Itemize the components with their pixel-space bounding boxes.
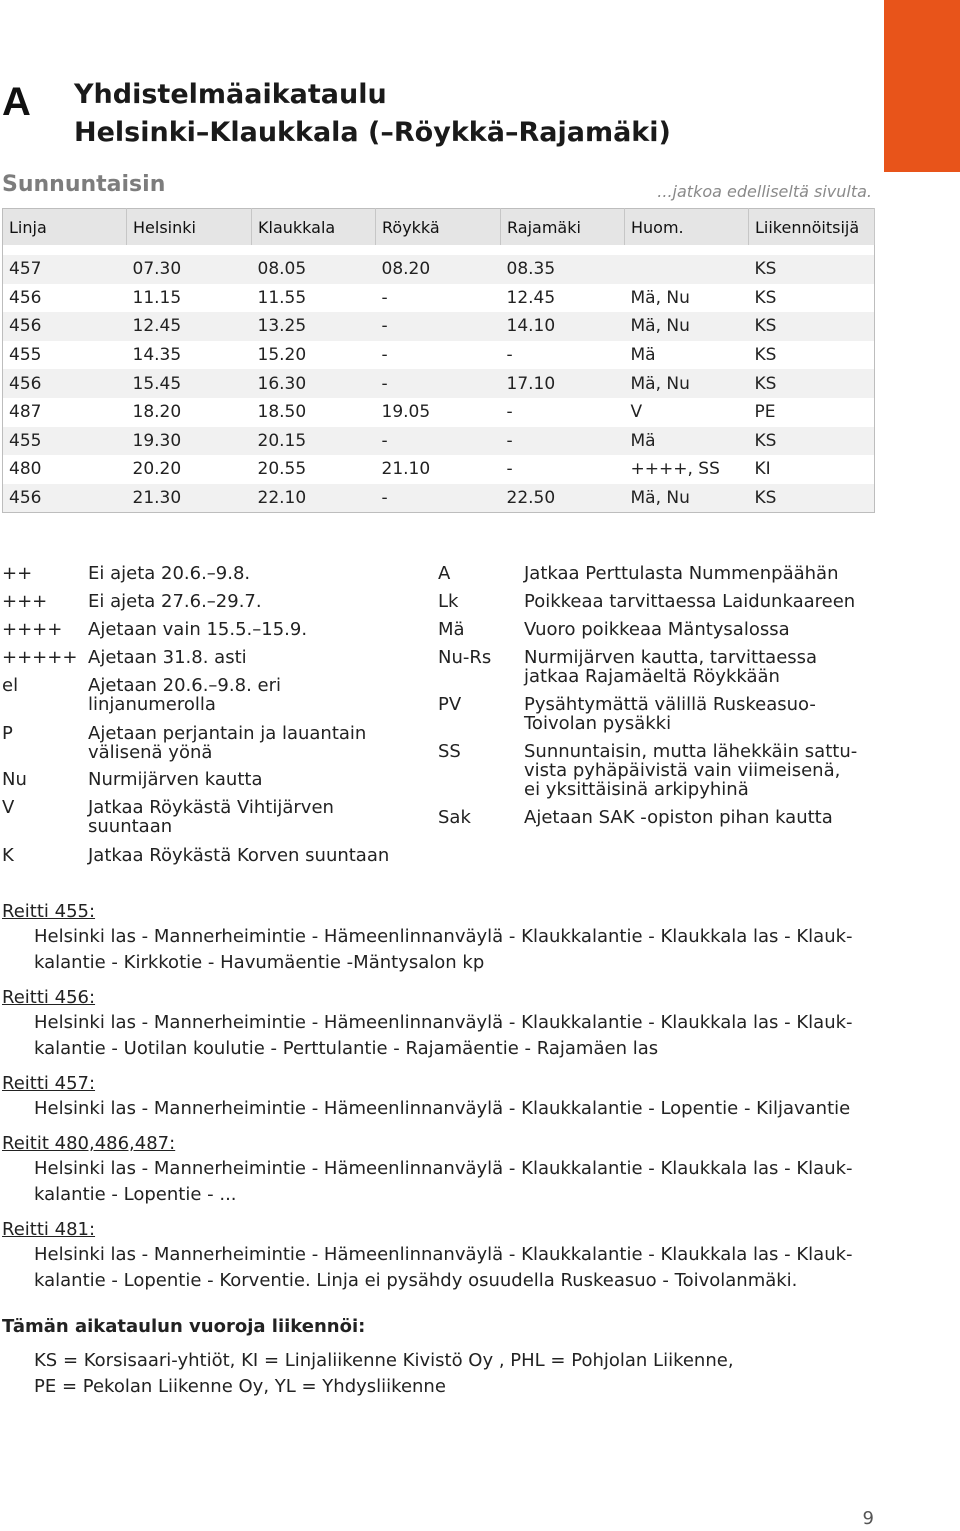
legend-text: Jatkaa Röykästä Korven suuntaan [88, 845, 390, 866]
operators-line: PE = Pekolan Liikenne Oy, YL = Yhdysliikenne [34, 1376, 446, 1397]
table-cell: - [376, 341, 501, 370]
table-row [3, 284, 875, 313]
table-cell: 13.25 [252, 312, 376, 341]
column-header: Helsinki [127, 209, 252, 246]
legend-key: SS [438, 741, 461, 762]
page-number: 9 [862, 1508, 874, 1529]
table-cell: Mä [625, 427, 749, 456]
legend-text: Toivolan pysäkki [524, 713, 672, 734]
table-cell [625, 255, 749, 284]
legend-key: Nu-Rs [438, 647, 492, 668]
route-text: Helsinki las - Mannerheimintie - Hämeenlinnanväylä - Klaukkalantie - Klaukkala las - Klauk- [34, 1244, 853, 1265]
legend-key: +++ [2, 591, 48, 612]
section-color-tab [884, 0, 960, 172]
table-cell: 455 [3, 341, 127, 370]
table-row [3, 312, 875, 341]
table-cell: KS [749, 284, 875, 313]
table-row [3, 341, 875, 370]
route-text: kalantie - Lopentie - ... [34, 1184, 237, 1205]
table-cell: Mä, Nu [625, 284, 749, 313]
title-line-2: Helsinki–Klaukkala (–Röykkä–Rajamäki) [74, 117, 671, 148]
table-cell: 21.30 [127, 484, 252, 513]
legend-key: K [2, 845, 14, 866]
table-cell: KI [749, 455, 875, 484]
route-descriptions [2, 900, 882, 1304]
table-cell: KS [749, 427, 875, 456]
legend-text: Nurmijärven kautta [88, 769, 263, 790]
legend-text: Ajetaan 31.8. asti [88, 647, 247, 668]
column-header: Klaukkala [252, 209, 376, 246]
table-cell: 22.10 [252, 484, 376, 513]
route-item [2, 1132, 882, 1208]
legend-key: Lk [438, 591, 459, 612]
table-cell: - [501, 427, 625, 456]
legend-text: Vuoro poikkeaa Mäntysalossa [524, 619, 790, 640]
table-cell: - [376, 427, 501, 456]
route-text: kalantie - Uotilan koulutie - Perttulantie - Rajamäentie - Rajamäen las [34, 1038, 659, 1059]
table-row [3, 398, 875, 427]
table-cell: - [376, 369, 501, 398]
legend-text: Ajetaan vain 15.5.–15.9. [88, 619, 308, 640]
route-text: Helsinki las - Mannerheimintie - Hämeenlinnanväylä - Klaukkalantie - Lopentie - Kiljavantie [34, 1098, 851, 1119]
legend-key: Mä [438, 619, 465, 640]
legend-text: Poikkeaa tarvittaessa Laidunkaareen [524, 591, 856, 612]
table-cell: - [501, 455, 625, 484]
table-cell: 16.30 [252, 369, 376, 398]
table-cell: 17.10 [501, 369, 625, 398]
legend-key: A [438, 563, 451, 584]
legend-key: Sak [438, 807, 471, 828]
table-cell: Mä, Nu [625, 369, 749, 398]
route-text: kalantie - Kirkkotie - Havumäentie -Mäntysalon kp [34, 952, 485, 973]
table-cell: 07.30 [127, 255, 252, 284]
column-header: Huom. [625, 209, 749, 246]
legend-text: Ajetaan perjantain ja lauantain [88, 723, 367, 744]
legend-left [2, 564, 422, 874]
table-cell: KS [749, 484, 875, 513]
table-cell: 455 [3, 427, 127, 456]
table-cell: 12.45 [501, 284, 625, 313]
table-cell: 19.30 [127, 427, 252, 456]
column-header: Rajamäki [501, 209, 625, 246]
column-header: Linja [3, 209, 127, 246]
table-cell: - [376, 284, 501, 313]
legend-right [438, 564, 878, 854]
table-cell: KS [749, 341, 875, 370]
table-cell: ++++, SS [625, 455, 749, 484]
legend-text: Pysähtymättä välillä Ruskeasuo- [524, 694, 816, 715]
table-cell: 12.45 [127, 312, 252, 341]
table-cell: 11.15 [127, 284, 252, 313]
table-header-row [3, 209, 875, 246]
legend-text: jatkaa Rajamäeltä Röykkään [524, 666, 780, 687]
legend-key: PV [438, 694, 462, 715]
table-cell: 15.45 [127, 369, 252, 398]
table-row [3, 455, 875, 484]
table-cell: 08.20 [376, 255, 501, 284]
route-item [2, 1218, 882, 1294]
route-item [2, 1072, 882, 1122]
table-cell: 14.35 [127, 341, 252, 370]
table-cell: 20.20 [127, 455, 252, 484]
table-cell: 18.20 [127, 398, 252, 427]
legend-key: V [2, 797, 15, 818]
legend-text: suuntaan [88, 816, 173, 837]
route-heading: Reitit 480,486,487: [2, 1133, 176, 1154]
table-cell: Mä [625, 341, 749, 370]
legend-key: +++++ [2, 647, 78, 668]
route-heading: Reitti 456: [2, 987, 96, 1008]
legend-text: Sunnuntaisin, mutta lähekkäin sattu- [524, 741, 858, 762]
route-text: Helsinki las - Mannerheimintie - Hämeenlinnanväylä - Klaukkalantie - Klaukkala las - Klauk- [34, 926, 853, 947]
table-cell: Mä, Nu [625, 312, 749, 341]
legend-text: Jatkaa Perttulasta Nummenpäähän [524, 563, 839, 584]
table-cell: KS [749, 312, 875, 341]
legend-text: Ajetaan SAK -opiston pihan kautta [524, 807, 833, 828]
table-cell: 456 [3, 312, 127, 341]
table-row [3, 484, 875, 513]
table-cell: 15.20 [252, 341, 376, 370]
route-item [2, 900, 882, 976]
route-heading: Reitti 481: [2, 1219, 96, 1240]
table-cell: 11.55 [252, 284, 376, 313]
table-cell: PE [749, 398, 875, 427]
route-heading: Reitti 455: [2, 901, 96, 922]
table-cell: 08.35 [501, 255, 625, 284]
table-cell: 457 [3, 255, 127, 284]
table-cell: 456 [3, 484, 127, 513]
table-cell: 14.10 [501, 312, 625, 341]
table-row [3, 255, 875, 284]
legend-text: linjanumerolla [88, 694, 216, 715]
page-title [74, 76, 671, 152]
column-header: Liikennöitsijä [749, 209, 875, 246]
legend-key: ++++ [2, 619, 63, 640]
legend-text: vista pyhäpäivistä vain viimeisenä, [524, 760, 841, 781]
route-text: Helsinki las - Mannerheimintie - Hämeenlinnanväylä - Klaukkalantie - Klaukkala las - Klauk- [34, 1012, 853, 1033]
legend-key: P [2, 723, 13, 744]
legend-key: Nu [2, 769, 27, 790]
table-cell: 480 [3, 455, 127, 484]
section-letter: A [2, 80, 31, 124]
table-cell: 19.05 [376, 398, 501, 427]
table-cell: - [501, 398, 625, 427]
table-cell: 08.05 [252, 255, 376, 284]
table-cell: 18.50 [252, 398, 376, 427]
legend-text: Ajetaan 20.6.–9.8. eri [88, 675, 281, 696]
table-cell: 20.15 [252, 427, 376, 456]
continued-note: ...jatkoa edelliseltä sivulta. [657, 182, 872, 201]
legend-key: el [2, 675, 19, 696]
table-cell: 456 [3, 284, 127, 313]
table-row [3, 369, 875, 398]
route-heading: Reitti 457: [2, 1073, 96, 1094]
day-heading: Sunnuntaisin [2, 172, 166, 197]
table-cell: V [625, 398, 749, 427]
table-cell: - [376, 312, 501, 341]
table-cell: KS [749, 369, 875, 398]
legend-text: Jatkaa Röykästä Vihtijärven [88, 797, 334, 818]
table-cell: - [501, 341, 625, 370]
table-cell: 456 [3, 369, 127, 398]
legend-text: Nurmijärven kautta, tarvittaessa [524, 647, 818, 668]
table-cell: 21.10 [376, 455, 501, 484]
legend-text: Ei ajeta 20.6.–9.8. [88, 563, 251, 584]
table-cell: 22.50 [501, 484, 625, 513]
route-item [2, 986, 882, 1062]
timetable [2, 208, 875, 513]
legend-key: ++ [2, 563, 33, 584]
operators-title: Tämän aikataulun vuoroja liikennöi: [2, 1316, 366, 1337]
legend-text: ei yksittäisinä arkipyhinä [524, 779, 749, 800]
operators-list [34, 1348, 734, 1400]
table-cell: 487 [3, 398, 127, 427]
column-header: Röykkä [376, 209, 501, 246]
table-cell: Mä, Nu [625, 484, 749, 513]
table-cell: KS [749, 255, 875, 284]
legend-text: välisenä yönä [88, 742, 213, 763]
route-text: kalantie - Lopentie - Korventie. Linja ei pysähdy osuudella Ruskeasuo - Toivolanmäki. [34, 1270, 798, 1291]
route-text: Helsinki las - Mannerheimintie - Hämeenlinnanväylä - Klaukkalantie - Klaukkala las - Klauk- [34, 1158, 853, 1179]
title-line-1: Yhdistelmäaikataulu [74, 79, 387, 110]
operators-line: KS = Korsisaari-yhtiöt, KI = Linjaliikenne Kivistö Oy , PHL = Pohjolan Liikenne, [34, 1350, 734, 1371]
legend-text: Ei ajeta 27.6.–29.7. [88, 591, 262, 612]
table-cell: - [376, 484, 501, 513]
table-row [3, 427, 875, 456]
table-cell: 20.55 [252, 455, 376, 484]
